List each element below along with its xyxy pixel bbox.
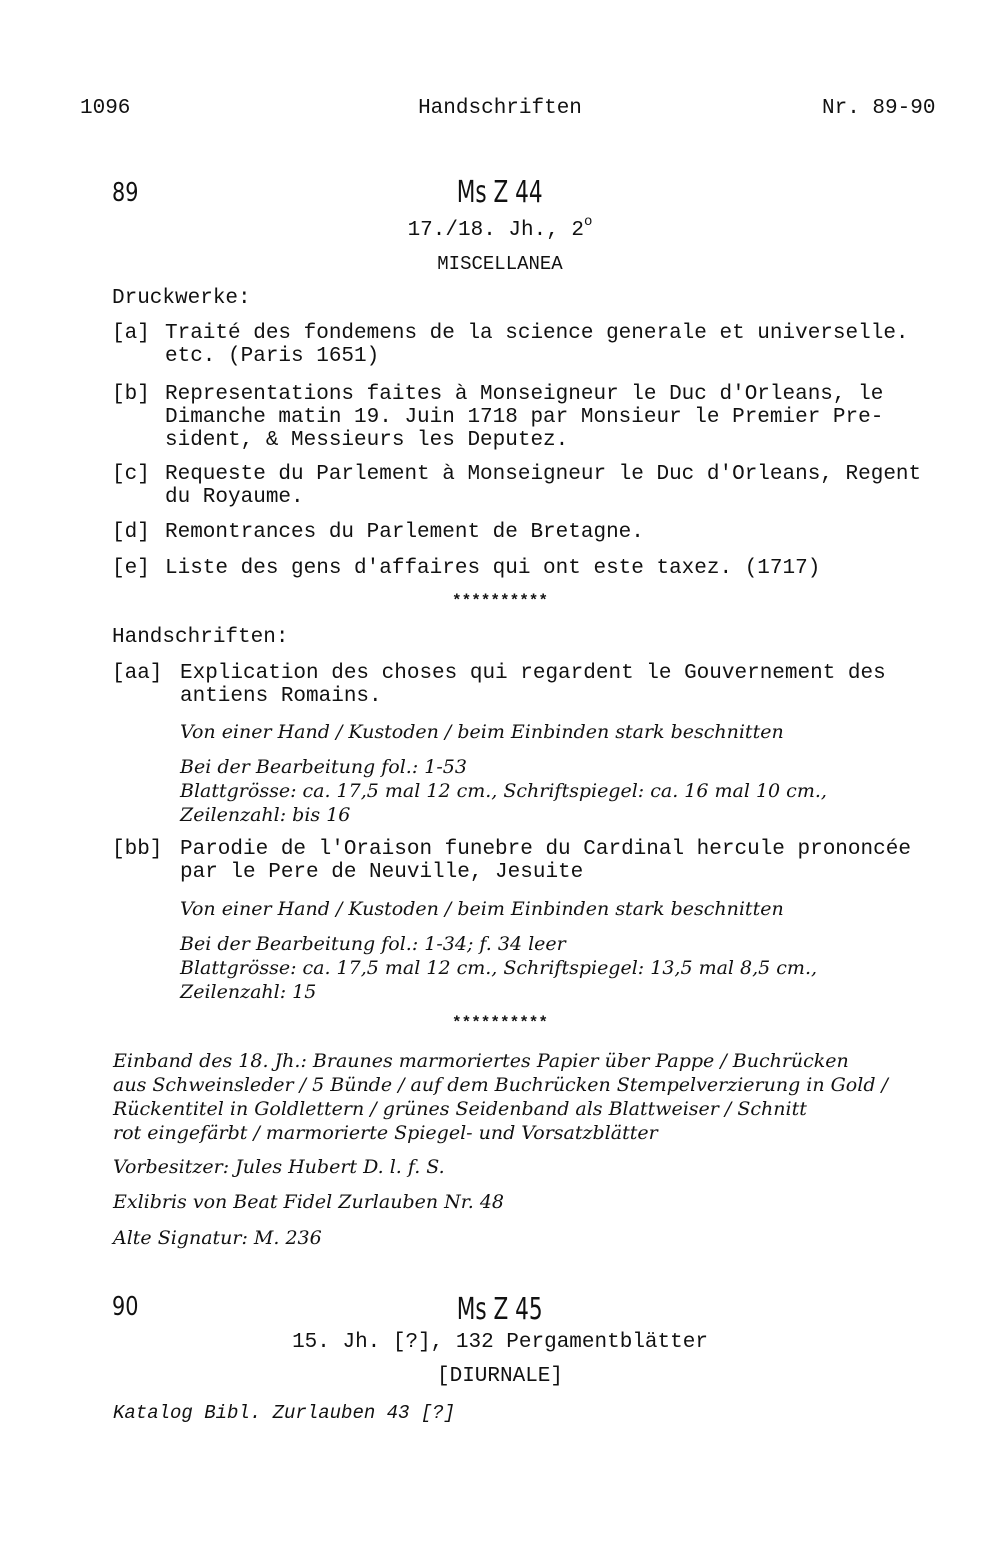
item-label: [a] <box>112 322 150 345</box>
entry-number-90: 90 <box>112 1292 139 1322</box>
hand-note-bb: Von einer Hand / Kustoden / beim Einbinden stark beschnitten <box>180 898 784 920</box>
exlibris: Exlibris von Beat Fidel Zurlauben Nr. 48 <box>113 1191 505 1213</box>
title-90: [DIURNALE] <box>436 1365 564 1388</box>
item-label: [c] <box>112 463 150 486</box>
entry-range: Nr. 89-90 <box>822 97 936 120</box>
item-label: [b] <box>112 383 150 406</box>
old-signature: Alte Signatur: M. 236 <box>113 1227 322 1249</box>
separator-2: ********** <box>451 1014 548 1032</box>
signature-90: Ms Z 45 <box>457 1292 543 1327</box>
date-format-89 <box>0 214 1000 242</box>
signature-89: Ms Z 44 <box>457 175 543 210</box>
item-text: Remontrances du Parlement de Bretagne. <box>165 521 644 544</box>
item-text: Requeste du Parlement à Monseigneur le Duc d'Orleans, Regent du Royaume. <box>165 463 922 509</box>
item-text: Liste des gens d'affaires qui ont este taxez. (1717) <box>165 557 821 580</box>
item-text: Traité des fondemens de la science generale et universelle. etc. (Paris 1651) <box>165 322 909 368</box>
page-number: 1096 <box>80 97 131 120</box>
signature-90-wrap <box>0 1292 1000 1327</box>
item-label: [aa] <box>112 662 163 685</box>
item-text: Representations faites à Monseigneur le Duc d'Orleans, le Dimanche matin 19. Juin 1718 par Monsieur le Premier Pre- sident, & Messieurs les Deputez. <box>165 383 884 452</box>
date-format-90: 15. Jh. [?], 132 Pergamentblätter <box>292 1331 708 1354</box>
entry-number-89: 89 <box>112 178 139 208</box>
date-format-89-text: 17./18. Jh., 2 <box>407 219 585 242</box>
printed-heading: Druckwerke: <box>112 287 251 310</box>
signature-89-wrap <box>0 175 1000 210</box>
item-text: Explication des choses qui regardent le Gouvernement des antiens Romains. <box>180 662 886 708</box>
catalog-reference: Katalog Bibl. Zurlauben 43 [?] <box>113 1402 456 1424</box>
title-89: MISCELLANEA <box>437 253 563 275</box>
item-label: [bb] <box>112 838 163 861</box>
item-label: [d] <box>112 521 150 544</box>
details-aa: Bei der Bearbeitung fol.: 1-53 Blattgrösse: ca. 17,5 mal 12 cm., Schriftspiegel: ca. 16 mal 10 cm., Zeilenzahl: bis 16 <box>180 756 827 826</box>
running-title: Handschriften <box>418 97 582 120</box>
item-text: Parodie de l'Oraison funebre du Cardinal hercule prononcée par le Pere de Neuville, Jesuite <box>180 838 911 884</box>
separator-1: ********** <box>451 592 548 610</box>
folio-superscript: o <box>584 214 593 230</box>
hand-note-aa: Von einer Hand / Kustoden / beim Einbinden stark beschnitten <box>180 721 784 743</box>
previous-owner: Vorbesitzer: Jules Hubert D. l. f. S. <box>113 1156 445 1178</box>
binding-description: Einband des 18. Jh.: Braunes marmoriertes Papier über Pappe / Buchrücken aus Schweinsleder / 5 Bünde / auf dem Buchrücken Stempelverzierung in Gold / Rückentitel in Goldlettern / grünes Seidenband als Blattweiser / Schnitt rot eingefärbt / marmorierte Spiegel- und Vorsatzblätter <box>113 1050 888 1144</box>
details-bb: Bei der Bearbeitung fol.: 1-34; f. 34 leer Blattgrösse: ca. 17,5 mal 12 cm., Schriftspiegel: 13,5 mal 8,5 cm., Zeilenzahl: 15 <box>180 933 818 1003</box>
manuscript-heading: Handschriften: <box>112 626 289 649</box>
item-label: [e] <box>112 557 150 580</box>
